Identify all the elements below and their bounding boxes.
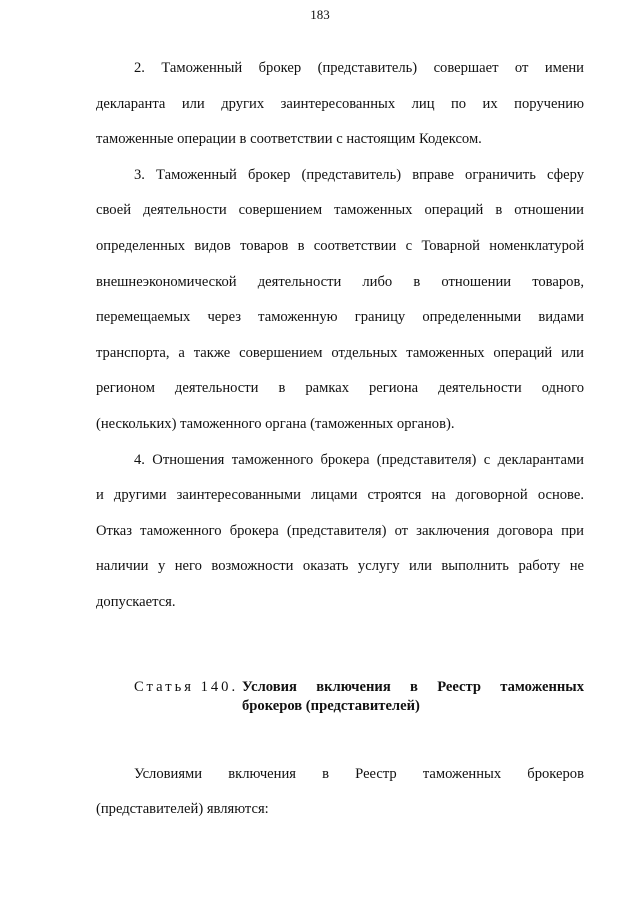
text-line: таможенные операции в соответствии с настоящим Кодексом. <box>96 131 482 148</box>
spacer <box>96 733 584 757</box>
document-body <box>96 51 584 828</box>
text-line: регионом деятельности в рамках региона деятельности одного <box>96 380 584 397</box>
paragraph-4 <box>96 443 584 621</box>
text-line: наличии у него возможности оказать услугу или выполнить работу не <box>96 558 584 575</box>
paragraph-conditions <box>96 757 584 828</box>
text-line: своей деятельности совершением таможенных операций в отношении <box>96 202 584 219</box>
page-number: 183 <box>310 7 330 22</box>
text-line: 3. Таможенный брокер (представитель) вправе ограничить сферу <box>134 166 584 183</box>
text-line: Отказ таможенного брокера (представителя) от заключения договора при <box>96 522 584 539</box>
text-line: (представителей) являются: <box>96 801 269 818</box>
text-line: (нескольких) таможенного органа (таможенных органов). <box>96 415 455 432</box>
text-line: Условиями включения в Реестр таможенных брокеров <box>134 765 584 782</box>
spacer <box>96 621 584 677</box>
text-line: допускается. <box>96 593 176 610</box>
text-line: и другими заинтересованными лицами строятся на договорной основе. <box>96 487 584 504</box>
text-line: 2. Таможенный брокер (представитель) совершает от имени <box>134 60 584 76</box>
text-line: перемещаемых через таможенную границу определенными видами <box>96 309 584 326</box>
article-title-continued: брокеров (представителей) <box>242 697 420 714</box>
text-line: 4. Отношения таможенного брокера (представителя) с декларантами <box>134 451 584 468</box>
paragraph-2 <box>96 51 584 158</box>
text-line: определенных видов товаров в соответствии с Товарной номенклатурой <box>96 237 584 254</box>
text-line: транспорта, а также совершением отдельных таможенных операций или <box>96 344 584 361</box>
text-line: внешнеэкономической деятельности либо в отношении товаров, <box>96 273 584 290</box>
article-number: Статья 140. <box>134 678 239 695</box>
article-heading <box>96 677 584 733</box>
article-title: Условия включения в Реестр таможенных <box>242 678 584 695</box>
paragraph-3 <box>96 158 584 443</box>
text-line: декларанта или других заинтересованных лиц по их поручению <box>96 95 584 112</box>
